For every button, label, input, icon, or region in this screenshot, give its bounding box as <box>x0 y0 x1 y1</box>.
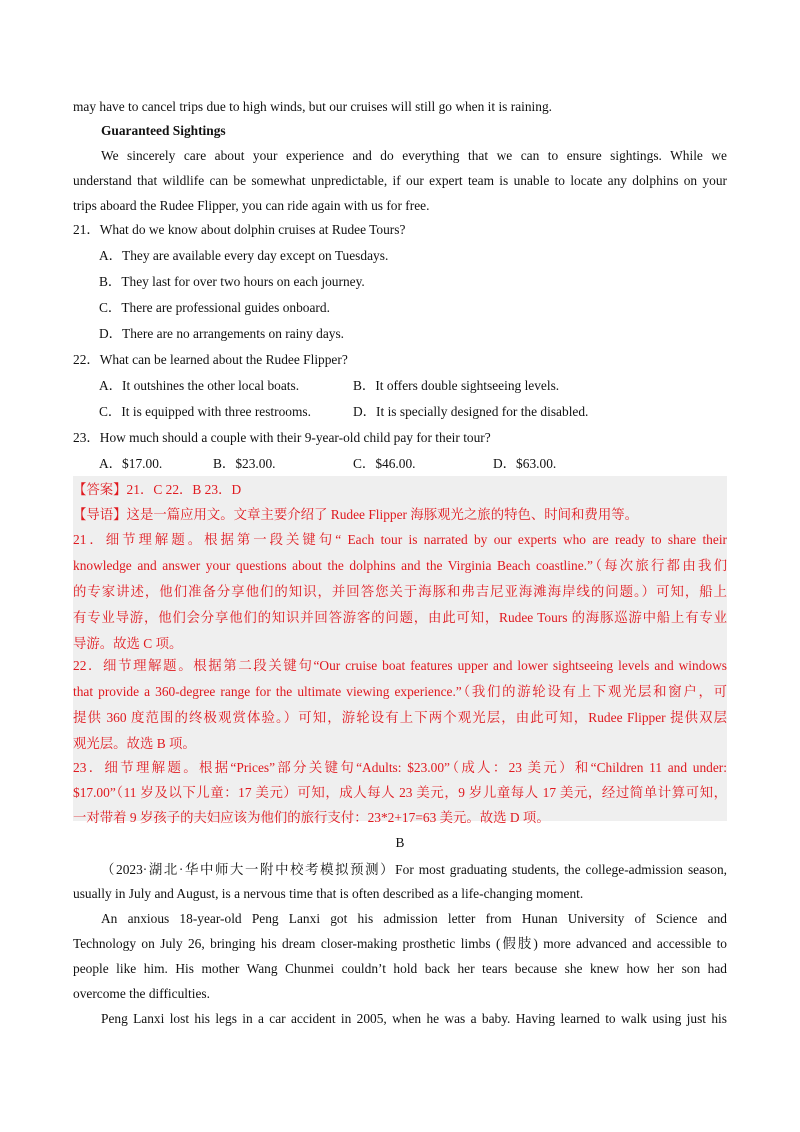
explanation-line: 一对带着 9 岁孩子的夫妇应该为他们的旅行支付：23*2+17=63 美元。故选 D 项。 <box>73 810 550 825</box>
passage-line: may have to cancel trips due to high winds, but our cruises will still go when it is raining. <box>73 99 553 114</box>
explanation-line: $17.00”（11 岁及以下儿童：17 美元）可知，成人每人 23 美元，9 岁儿童每人 17 美元，经过简单计算可知， <box>73 785 727 800</box>
question-23: 23．How much should a couple with their 9-year-old child pay for their tour? <box>73 430 491 445</box>
section-heading: Guaranteed Sightings <box>101 123 226 138</box>
option: D．There are no arrangements on rainy days. <box>99 326 345 341</box>
explanation-line: 23．细节理解题。根据“Prices”部分关键句“Adults: $23.00”（成人：23 美元）和“Children 11 and under: <box>73 760 727 775</box>
explanation-line: 有专业导游，他们会分享他们的知识并回答游客的问题，由此可知，Rudee Tours 的海豚巡游中船上有专业 <box>73 610 727 625</box>
passage-line: people like him. His mother Wang Chunmei couldn’t hold back her tears because she knew how her son had <box>73 961 727 976</box>
option: C．$46.00. <box>353 456 416 471</box>
passage-line: （2023·湖北·华中师大一附中校考模拟预测）For most graduating students, the college-admission season, <box>101 862 727 877</box>
question-22: 22．What can be learned about the Rudee Flipper? <box>73 352 348 367</box>
option: D．It is specially designed for the disabled. <box>353 404 589 419</box>
option: B．It offers double sightseeing levels. <box>353 378 560 393</box>
question-21: 21．What do we know about dolphin cruises at Rudee Tours? <box>73 222 406 237</box>
guide-text: 【导语】这是一篇应用文。文章主要介绍了 Rudee Flipper 海豚观光之旅的特色、时间和费用等。 <box>73 507 638 522</box>
explanation-line: knowledge and answer your questions about the dolphins and the Virginia Beach coastline.”（每次旅行都由我们 <box>73 558 727 573</box>
explanation-line: 21．细节理解题。根据第一段关键句“ Each tour is narrated by our experts who are ready to share their <box>73 532 727 547</box>
option: D．$63.00. <box>493 456 557 471</box>
explanation-line: 导游。故选 C 项。 <box>73 636 183 651</box>
passage-line: overcome the difficulties. <box>73 986 210 1001</box>
passage-line: We sincerely care about your experience and do everything that we can to ensure sightings. While we <box>101 148 727 163</box>
section-label: B <box>395 835 405 850</box>
answer-key: 【答案】21．C 22．B 23．D <box>73 482 242 497</box>
passage-line: Technology on July 26, bringing his dream closer-making prosthetic limbs (假肢) more advanced and accessible to <box>73 936 727 951</box>
option: A．$17.00. <box>99 456 163 471</box>
explanation-line: 观光层。故选 B 项。 <box>73 736 196 751</box>
option: B．They last for over two hours on each journey. <box>99 274 365 289</box>
passage-line: understand that wildlife can be somewhat unpredictable, if our expert team is unable to locate any dolphins on your <box>73 173 727 188</box>
passage-line: Peng Lanxi lost his legs in a car accident in 2005, when he was a baby. Having learned to walk using just his <box>101 1011 727 1026</box>
option: A．They are available every day except on Tuesdays. <box>99 248 389 263</box>
explanation-line: 的专家讲述，他们准备分享他们的知识，并回答您关于海豚和弗吉尼亚海滩海岸线的问题。）可知，船上 <box>73 584 727 599</box>
option: C．It is equipped with three restrooms. <box>99 404 311 419</box>
explanation-line: that provide a 360-degree range for the ultimate viewing experience.”（我们的游轮设有上下观光层和窗户，可 <box>73 684 727 699</box>
explanation-line: 提供 360 度范围的终极观赏体验。）可知，游轮设有上下两个观光层，由此可知，Rudee Flipper 提供双层 <box>73 710 727 725</box>
option: C．There are professional guides onboard. <box>99 300 330 315</box>
option: B．$23.00. <box>213 456 276 471</box>
option: A．It outshines the other local boats. <box>99 378 300 393</box>
passage-line: usually in July and August, is a nervous time that is often described as a life-changing moment. <box>73 886 584 901</box>
passage-line: An anxious 18-year-old Peng Lanxi got his admission letter from Hunan University of Science and <box>101 911 727 926</box>
passage-line: trips aboard the Rudee Flipper, you can ride again with us for free. <box>73 198 430 213</box>
explanation-line: 22．细节理解题。根据第二段关键句“Our cruise boat features upper and lower sightseeing levels and windows <box>73 658 727 673</box>
